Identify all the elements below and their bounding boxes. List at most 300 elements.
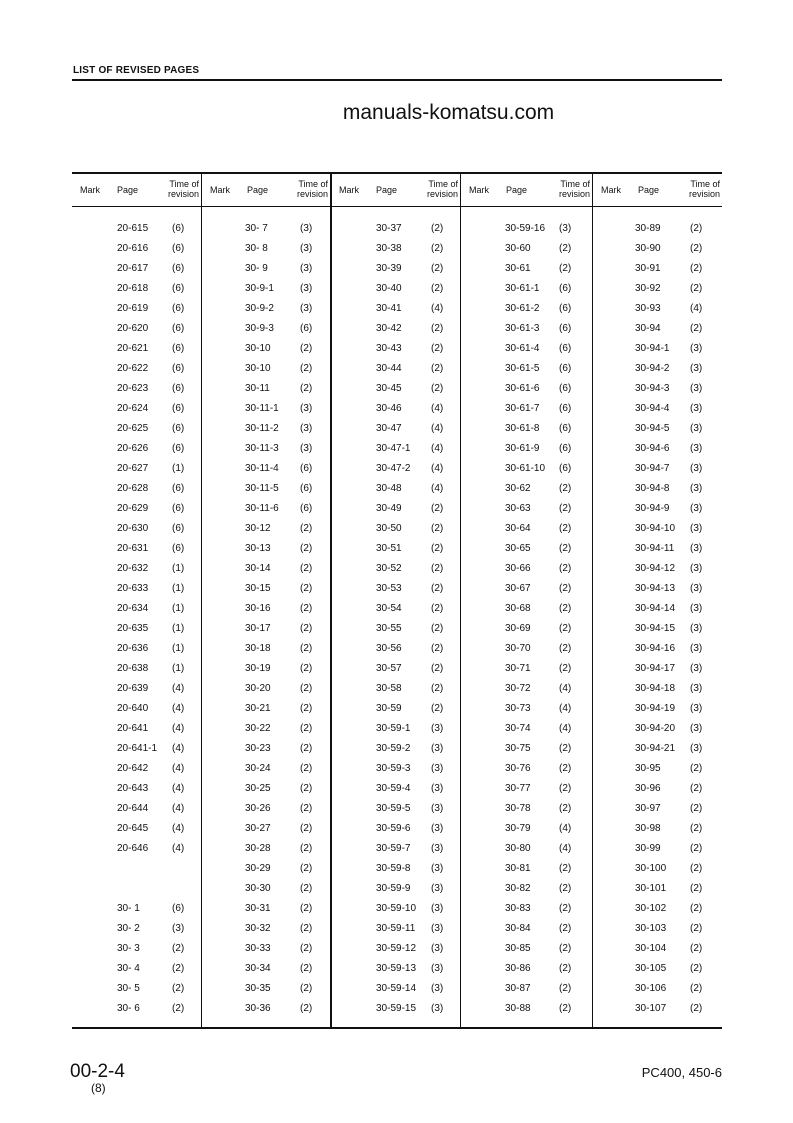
page-cell: 30-59-12 (376, 943, 417, 954)
revision-cell: (2) (690, 763, 703, 774)
table-row (117, 402, 201, 422)
page-cell: 20-627 (117, 463, 149, 474)
revision-cell: (3) (690, 703, 703, 714)
page-cell: 30-47 (376, 423, 402, 434)
table-row (635, 402, 722, 422)
revision-cell: (1) (172, 623, 185, 634)
table-row (376, 342, 460, 362)
revision-cell: (4) (172, 823, 185, 834)
table-row (505, 582, 592, 602)
page-cell: 30-63 (505, 503, 531, 514)
header-mark: Mark (469, 185, 489, 195)
table-row (245, 242, 330, 262)
table-row (505, 382, 592, 402)
page-cell: 30-29 (245, 863, 271, 874)
table-row (245, 702, 330, 722)
page-cell: 20-623 (117, 383, 149, 394)
revision-cell: (3) (172, 923, 185, 934)
table-row (245, 1002, 330, 1022)
page-cell: 30-11-4 (245, 463, 279, 474)
page-cell: 30-72 (505, 683, 531, 694)
page-cell: 30-52 (376, 563, 402, 574)
page-cell: 30-91 (635, 263, 661, 274)
page-cell: 30-88 (505, 1003, 531, 1014)
table-row (376, 622, 460, 642)
page-cell: 30-67 (505, 583, 531, 594)
revision-cell: (2) (690, 823, 703, 834)
page-cell: 30-65 (505, 543, 531, 554)
page-cell: 30-103 (635, 923, 667, 934)
page-cell: 30-59-2 (376, 743, 411, 754)
page-cell: 30-51 (376, 543, 402, 554)
revision-cell: (3) (431, 943, 444, 954)
table-row (635, 642, 722, 662)
page-cell: 30-61-5 (505, 363, 540, 374)
header-time-of-revision: Time of revision (167, 179, 199, 199)
revision-cell: (2) (559, 243, 572, 254)
revision-cell: (6) (172, 283, 185, 294)
revision-cell: (1) (172, 463, 185, 474)
table-row (117, 482, 201, 502)
page-cell: 30-59-5 (376, 803, 411, 814)
table-row (635, 422, 722, 442)
page-cell: 30-22 (245, 723, 271, 734)
page-cell: 30-46 (376, 403, 402, 414)
table-row (635, 262, 722, 282)
page-cell: 30-15 (245, 583, 271, 594)
header-page: Page (376, 185, 398, 195)
table-row (376, 482, 460, 502)
table-row (505, 822, 592, 842)
table-row (376, 582, 460, 602)
table-row (376, 702, 460, 722)
revision-cell: (3) (690, 483, 703, 494)
revision-cell: (2) (300, 603, 313, 614)
page-cell: 20-619 (117, 303, 149, 314)
table-row (376, 542, 460, 562)
revision-cell: (4) (172, 743, 185, 754)
revision-cell: (6) (300, 323, 313, 334)
table-row (505, 482, 592, 502)
page-cell: 30-59-15 (376, 1003, 417, 1014)
page-cell: 30-94 (635, 323, 661, 334)
revision-cell: (2) (431, 623, 444, 634)
revision-cell: (2) (431, 263, 444, 274)
table-row (505, 642, 592, 662)
table-row (376, 1002, 460, 1022)
revision-cell: (3) (690, 383, 703, 394)
revision-cell: (3) (690, 543, 703, 554)
table-row (117, 722, 201, 742)
table-row (117, 382, 201, 402)
revision-cell: (6) (172, 323, 185, 334)
page-cell: 30-87 (505, 983, 531, 994)
revision-cell: (6) (559, 363, 572, 374)
page-cell: 30-55 (376, 623, 402, 634)
revision-cell: (2) (559, 863, 572, 874)
revision-cell: (2) (300, 643, 313, 654)
revision-cell: (3) (431, 783, 444, 794)
revision-cell: (6) (172, 903, 185, 914)
page-cell: 30-86 (505, 963, 531, 974)
revision-cell: (4) (559, 843, 572, 854)
revision-cell: (6) (172, 343, 185, 354)
revision-cell: (2) (690, 863, 703, 874)
table-row (117, 822, 201, 842)
page-cell: 30-61-2 (505, 303, 540, 314)
table-row (635, 462, 722, 482)
revision-cell: (2) (559, 583, 572, 594)
revision-cell: (2) (690, 223, 703, 234)
page-cell: 20-645 (117, 823, 149, 834)
table-row (376, 442, 460, 462)
table-row (245, 542, 330, 562)
revision-cell: (6) (172, 503, 185, 514)
page-cell: 30-61 (505, 263, 531, 274)
revision-cell: (6) (559, 423, 572, 434)
page-cell: 30-10 (245, 343, 271, 354)
revision-cell: (3) (690, 663, 703, 674)
table-row (376, 502, 460, 522)
table-row (245, 722, 330, 742)
revision-cell: (2) (172, 943, 185, 954)
page-cell: 30- 5 (117, 983, 140, 994)
page-cell: 30-26 (245, 803, 271, 814)
page-cell: 30-68 (505, 603, 531, 614)
page-cell: 20-639 (117, 683, 149, 694)
table-row (376, 882, 460, 902)
table-row (376, 862, 460, 882)
revision-cell: (1) (172, 643, 185, 654)
page-cell: 30-102 (635, 903, 667, 914)
page-cell: 20-626 (117, 443, 149, 454)
page-cell: 30-99 (635, 843, 661, 854)
revision-cell: (3) (300, 403, 313, 414)
table-row (245, 302, 330, 322)
header-mark: Mark (601, 185, 621, 195)
table-row (117, 562, 201, 582)
page-cell: 20-618 (117, 283, 149, 294)
revision-cell: (1) (172, 603, 185, 614)
table-row (376, 222, 460, 242)
page-cell: 30-59 (376, 703, 402, 714)
revision-cell: (6) (559, 443, 572, 454)
revision-cell: (3) (431, 883, 444, 894)
revision-cell: (2) (300, 723, 313, 734)
revision-cell: (4) (559, 823, 572, 834)
table-row (245, 662, 330, 682)
revision-cell: (3) (690, 603, 703, 614)
page-cell: 30-94-2 (635, 363, 670, 374)
page-cell: 30-74 (505, 723, 531, 734)
revision-cell: (6) (172, 483, 185, 494)
page-cell: 30-34 (245, 963, 271, 974)
table-row (505, 622, 592, 642)
page-cell: 30-105 (635, 963, 667, 974)
table-row (376, 322, 460, 342)
table-row (505, 602, 592, 622)
table-row (117, 502, 201, 522)
revision-cell: (3) (300, 443, 313, 454)
table-row (376, 422, 460, 442)
page-cell: 30-94-18 (635, 683, 676, 694)
revision-cell: (3) (690, 563, 703, 574)
table-row (635, 722, 722, 742)
table-row (376, 662, 460, 682)
table-row (245, 282, 330, 302)
page-cell: 20-640 (117, 703, 149, 714)
page-cell: 30-36 (245, 1003, 271, 1014)
revision-cell: (3) (690, 363, 703, 374)
revision-cell: (2) (559, 983, 572, 994)
table-row (505, 962, 592, 982)
column-divider (460, 173, 461, 1028)
revision-cell: (2) (300, 623, 313, 634)
page-cell: 20-641 (117, 723, 149, 734)
revision-cell: (6) (300, 463, 313, 474)
table-row (117, 362, 201, 382)
table-row (635, 742, 722, 762)
table-row (635, 1002, 722, 1022)
page-cell: 30-11-5 (245, 483, 279, 494)
table-row (505, 782, 592, 802)
page-cell: 30-48 (376, 483, 402, 494)
table-row (505, 742, 592, 762)
revision-cell: (3) (690, 583, 703, 594)
table-row (376, 922, 460, 942)
table-row (505, 502, 592, 522)
table-row (245, 502, 330, 522)
page-cell: 30-66 (505, 563, 531, 574)
revision-cell: (2) (431, 643, 444, 654)
revision-cell: (2) (431, 603, 444, 614)
revision-cell: (2) (559, 903, 572, 914)
page-cell: 30-11-2 (245, 423, 279, 434)
page-cell: 30-94-20 (635, 723, 676, 734)
table-row (376, 722, 460, 742)
revision-cell: (6) (559, 283, 572, 294)
revision-cell: (2) (690, 263, 703, 274)
table-row (635, 682, 722, 702)
table-row (117, 742, 201, 762)
revision-cell: (4) (559, 723, 572, 734)
table-row (245, 602, 330, 622)
table-row (635, 582, 722, 602)
revision-cell: (3) (300, 283, 313, 294)
page-cell: 30-31 (245, 903, 271, 914)
table-row (505, 802, 592, 822)
page-cell: 30-59-8 (376, 863, 411, 874)
page-cell: 30-61-10 (505, 463, 546, 474)
revision-cell: (2) (559, 643, 572, 654)
table-row (245, 482, 330, 502)
page-cell: 30-58 (376, 683, 402, 694)
table-row (245, 362, 330, 382)
table-row (505, 362, 592, 382)
page-cell: 30-94-4 (635, 403, 670, 414)
revision-cell: (2) (300, 983, 313, 994)
page-cell: 30- 4 (117, 963, 140, 974)
page-cell: 30-38 (376, 243, 402, 254)
revision-cell: (2) (431, 543, 444, 554)
revision-cell: (6) (559, 383, 572, 394)
table-row (635, 282, 722, 302)
table-row (245, 342, 330, 362)
revision-cell: (2) (559, 623, 572, 634)
table-row (245, 682, 330, 702)
page-cell: 30- 6 (117, 1003, 140, 1014)
page-cell: 20-643 (117, 783, 149, 794)
page-cell: 30-50 (376, 523, 402, 534)
column-header (72, 178, 201, 204)
table-row (635, 442, 722, 462)
table-row (505, 322, 592, 342)
table-row (635, 942, 722, 962)
revision-cell: (3) (690, 423, 703, 434)
revision-cell: (6) (559, 343, 572, 354)
table-row (376, 642, 460, 662)
revision-cell: (2) (559, 783, 572, 794)
page-cell: 30-30 (245, 883, 271, 894)
page-cell: 20-641-1 (117, 743, 158, 754)
table-row (376, 602, 460, 622)
revision-cell: (2) (300, 923, 313, 934)
page-cell: 30- 1 (117, 903, 140, 914)
table-row (117, 962, 201, 982)
header-page: Page (638, 185, 660, 195)
page-cell: 30-94-7 (635, 463, 670, 474)
page-cell: 20-633 (117, 583, 149, 594)
table-row (376, 682, 460, 702)
page-cell: 30- 2 (117, 923, 140, 934)
page-cell: 30-77 (505, 783, 531, 794)
revision-cell: (4) (431, 423, 444, 434)
page-cell: 30-24 (245, 763, 271, 774)
revision-cell: (2) (431, 503, 444, 514)
table-row (117, 462, 201, 482)
table-row (376, 742, 460, 762)
revision-cell: (2) (300, 843, 313, 854)
page-cell: 30-82 (505, 883, 531, 894)
revision-cell: (2) (431, 583, 444, 594)
column-header (593, 178, 722, 204)
revision-cell: (2) (300, 883, 313, 894)
table-row (376, 402, 460, 422)
column-header (331, 178, 460, 204)
table-row (117, 222, 201, 242)
revision-cell: (1) (172, 563, 185, 574)
page-cell: 30-35 (245, 983, 271, 994)
revision-cell: (2) (300, 763, 313, 774)
page-cell: 30-54 (376, 603, 402, 614)
page-cell: 30-107 (635, 1003, 667, 1014)
table-row (505, 982, 592, 1002)
revision-cell: (4) (431, 463, 444, 474)
page-cell: 30-73 (505, 703, 531, 714)
page-cell: 20-638 (117, 663, 149, 674)
revision-cell: (2) (300, 343, 313, 354)
table-row (635, 602, 722, 622)
revision-cell: (2) (690, 883, 703, 894)
revision-cell: (6) (559, 403, 572, 414)
page-cell: 30-61-1 (505, 283, 540, 294)
table-row (635, 702, 722, 722)
revision-cell: (4) (172, 803, 185, 814)
header-page: Page (247, 185, 269, 195)
page-cell: 30- 3 (117, 943, 140, 954)
page-cell: 30-94-16 (635, 643, 676, 654)
page-cell: 30-71 (505, 663, 531, 674)
page-cell: 30-97 (635, 803, 661, 814)
revision-cell: (2) (300, 803, 313, 814)
page-cell: 30-76 (505, 763, 531, 774)
table-row (117, 242, 201, 262)
revision-cell: (2) (690, 923, 703, 934)
revision-cell: (6) (300, 503, 313, 514)
revision-cell: (2) (559, 803, 572, 814)
page-cell: 30-78 (505, 803, 531, 814)
table-row (505, 262, 592, 282)
page-cell: 30-60 (505, 243, 531, 254)
page-cell: 20-624 (117, 403, 149, 414)
revision-cell: (2) (559, 663, 572, 674)
table-row (635, 222, 722, 242)
revision-cell: (2) (431, 563, 444, 574)
revision-cell: (2) (559, 543, 572, 554)
page-cell: 30-96 (635, 783, 661, 794)
table-row (117, 1002, 201, 1022)
revision-cell: (1) (172, 583, 185, 594)
revision-cell: (3) (690, 443, 703, 454)
page-cell: 30-61-8 (505, 423, 540, 434)
table-row (376, 902, 460, 922)
page-cell: 30-17 (245, 623, 271, 634)
revision-cell: (4) (431, 403, 444, 414)
revision-cell: (2) (690, 323, 703, 334)
table-row (117, 442, 201, 462)
table-row (635, 922, 722, 942)
table-row (376, 802, 460, 822)
revision-cell: (2) (559, 923, 572, 934)
table-row (376, 822, 460, 842)
table-row (376, 262, 460, 282)
table-row (635, 382, 722, 402)
table-row (117, 882, 201, 902)
table-row (245, 742, 330, 762)
revision-cell: (3) (431, 763, 444, 774)
page-cell: 30-92 (635, 283, 661, 294)
table-row (376, 382, 460, 402)
revision-cell: (2) (300, 363, 313, 374)
revision-cell: (2) (690, 783, 703, 794)
table-row (505, 282, 592, 302)
page-cell: 30-94-9 (635, 503, 670, 514)
table-row (635, 242, 722, 262)
page-cell: 30- 7 (245, 223, 268, 234)
table-row (117, 842, 201, 862)
table-row (117, 762, 201, 782)
revision-cell: (2) (300, 783, 313, 794)
page-cell: 30-59-13 (376, 963, 417, 974)
table-row (117, 702, 201, 722)
table-top-rule (72, 172, 722, 174)
table-row (505, 1002, 592, 1022)
page-cell: 30-16 (245, 603, 271, 614)
table-row (376, 522, 460, 542)
revision-cell: (3) (431, 743, 444, 754)
table-row (245, 322, 330, 342)
page-cell: 30-43 (376, 343, 402, 354)
